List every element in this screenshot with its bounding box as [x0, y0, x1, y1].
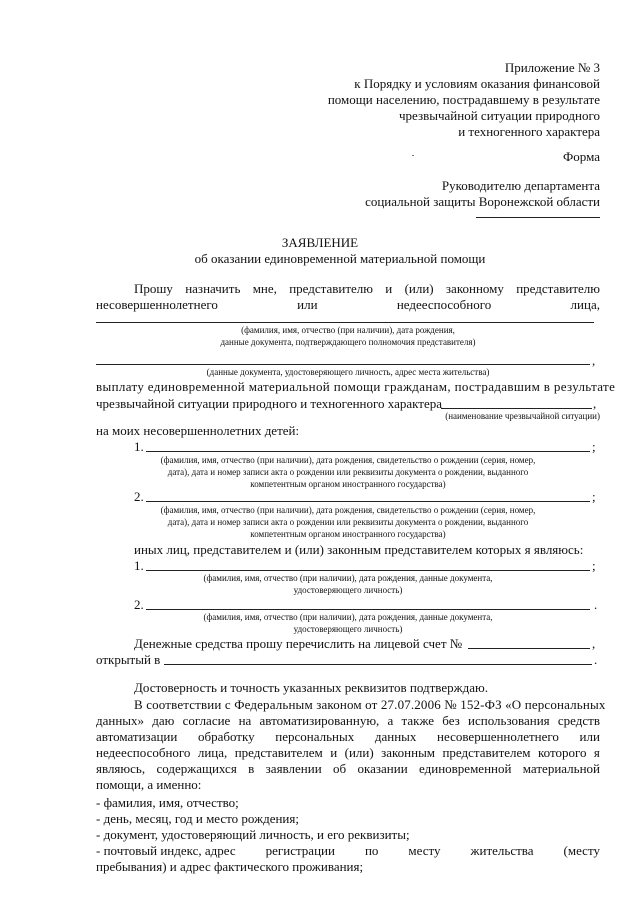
- appendix-line-4: чрезвычайной ситуации природного: [399, 108, 600, 123]
- child-1-caption-1: (фамилия, имя, отчество (при наличии), дата рождения, свидетельство о рождении (серия, номер,: [160, 455, 536, 465]
- appendix-line-2: к Порядку и условиям оказания финансовой: [354, 76, 600, 91]
- emergency-caption: (наименование чрезвычайной ситуации): [445, 411, 600, 421]
- child-1-number: 1.: [134, 439, 144, 454]
- consent-line-3: автоматизации обработку персональных данных несовершеннолетнего или: [96, 729, 600, 744]
- list-item-address-2: пребывания) и адрес фактического проживания;: [96, 859, 364, 874]
- child-1-caption-2: дата), дата и номер записи акта о рождении или реквизиты документа о рождении, выданного: [167, 467, 529, 477]
- child-2-caption-3: компетентным органом иностранного государства): [250, 529, 446, 539]
- identity-document-field[interactable]: [96, 364, 590, 365]
- other-2-caption-1: (фамилия, имя, отчество (при наличии), дата рождения, данные документа,: [203, 612, 493, 622]
- representative-caption-1: (фамилия, имя, отчество (при наличии), дата рождения,: [241, 325, 455, 335]
- bank-end: .: [594, 652, 598, 667]
- account-label: Денежные средства прошу перечислить на лицевой счет №: [134, 636, 463, 651]
- document-subtitle: об оказании единовременной материальной помощи: [194, 251, 486, 266]
- consent-line-1: В соответствии с Федеральным законом от 27.07.2006 № 152-ФЗ «О персональных: [134, 697, 606, 712]
- appendix-line-5: и техногенного характера: [458, 124, 600, 139]
- intro-line-1: Прошу назначить мне, представителю и (или) законному представителю: [134, 281, 600, 296]
- other-1-caption-1: (фамилия, имя, отчество (при наличии), дата рождения, данные документа,: [203, 573, 493, 583]
- child-2-caption-1: (фамилия, имя, отчество (при наличии), дата рождения, свидетельство о рождении (серия, номер,: [160, 505, 536, 515]
- other-2-end: .: [594, 597, 598, 612]
- child-2-field[interactable]: [146, 501, 590, 502]
- child-2-end: ;: [592, 489, 596, 504]
- intro-line-2: несовершеннолетнего или недееспособного лица,: [96, 297, 600, 312]
- recipient-department: социальной защиты Воронежской области: [365, 194, 600, 209]
- others-heading: иных лиц, представителем и (или) законным представителем которых я являюсь:: [134, 542, 584, 557]
- consent-line-2: данных» даю согласие на автоматизированную, а также без использования средств: [96, 713, 600, 728]
- other-1-field[interactable]: [146, 570, 590, 571]
- account-number-field[interactable]: [468, 648, 590, 649]
- other-2-field[interactable]: [146, 609, 590, 610]
- children-heading: на моих несовершеннолетних детей:: [96, 423, 300, 438]
- other-2-caption-2: удостоверяющего личность): [293, 624, 403, 634]
- emergency-name-field[interactable]: [441, 408, 592, 409]
- payment-line-2: чрезвычайной ситуации природного и техногенного характера: [96, 396, 443, 411]
- child-1-field[interactable]: [146, 451, 590, 452]
- document-title: ЗАЯВЛЕНИЕ: [281, 235, 359, 250]
- other-1-number: 1.: [134, 558, 144, 573]
- child-1-end: ;: [592, 439, 596, 454]
- list-item: - фамилия, имя, отчество;: [96, 795, 239, 810]
- child-2-caption-2: дата), дата и номер записи акта о рождении или реквизиты документа о рождении, выданного: [167, 517, 529, 527]
- appendix-line-3: помощи населению, пострадавшему в результате: [327, 92, 600, 107]
- list-item: - документ, удостоверяющий личность, и его реквизиты;: [96, 827, 410, 842]
- identity-comma: ,: [592, 353, 596, 368]
- other-1-caption-2: удостоверяющего личность): [293, 585, 403, 595]
- consent-line-5: являюсь, содержащихся в заявлении об оказании единовременной материальной: [96, 761, 600, 776]
- appendix-number: Приложение № 3: [504, 60, 600, 75]
- representative-caption-2: данные документа, подтверждающего полномочия представителя): [220, 337, 476, 347]
- child-1-caption-3: компетентным органом иностранного государства): [250, 479, 446, 489]
- payment-line-1: выплату единовременной материальной помощи гражданам, пострадавшим в результате: [96, 379, 616, 394]
- other-1-end: ;: [592, 558, 596, 573]
- list-item: - день, месяц, год и место рождения;: [96, 811, 299, 826]
- consent-line-4: недееспособного лица, представителем и (или) законным представителем которого я: [96, 745, 600, 760]
- form-label: Форма: [563, 149, 600, 164]
- representative-name-field[interactable]: [96, 322, 594, 323]
- consent-line-6: помощи, а именно:: [96, 777, 202, 792]
- child-2-number: 2.: [134, 489, 144, 504]
- bank-label: открытый в: [96, 652, 161, 667]
- emergency-comma: ,: [593, 396, 597, 411]
- recipient-title: Руководителю департамента: [441, 178, 600, 193]
- confirmation-text: Достоверность и точность указанных реквизитов подтверждаю.: [134, 680, 488, 695]
- other-2-number: 2.: [134, 597, 144, 612]
- identity-caption: (данные документа, удостоверяющего личность, адрес места жительства): [206, 367, 490, 377]
- recipient-signature-line: [476, 217, 600, 218]
- bank-name-field[interactable]: [164, 664, 592, 665]
- account-end: ,: [592, 636, 596, 651]
- list-item-address-1: - почтовый индекс, адрес регистрации по месту жительства (месту: [96, 843, 600, 858]
